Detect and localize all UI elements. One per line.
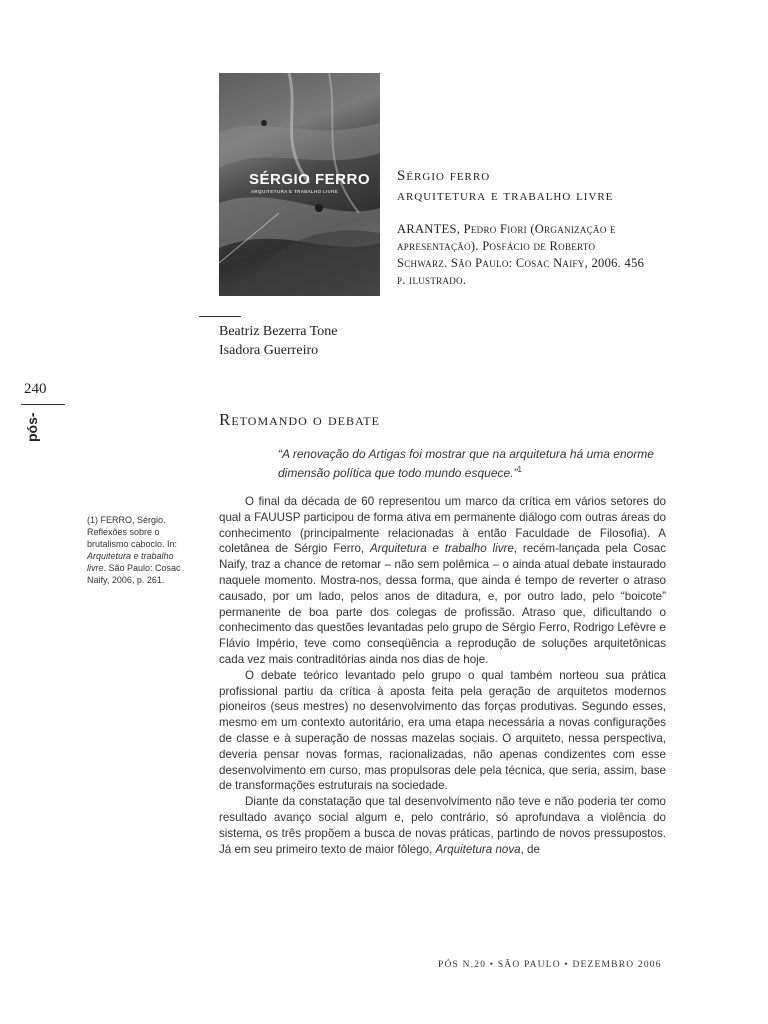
paragraph-text: Diante da constatação que tal desenvolvimento não teve e não poderia ter como resultado avanço social algum e, pelo contrário, só aprofundava a violência do sistema, os três propõem a busca de novas práticas, partindo de novos pressupostos. Já em seu primeiro texto de maior fôlego, bbox=[219, 795, 666, 856]
epigraph-text: “A renovação do Artigas foi mostrar que na arquitetura há uma enorme dimensão política que todo mundo esquece.” bbox=[278, 447, 654, 480]
author-list bbox=[219, 322, 337, 360]
footnote-ref: 1 bbox=[517, 465, 522, 474]
paragraph-text: O final da década de 60 representou um marco da crítica em vários setores do qual a FAUUSP participou de forma ativa em permanente diálogo com outras áreas do conhecimento (principalmente relacionadas à então Faculdade de Filosofia). A coletânea de Sérgio Ferro, bbox=[219, 495, 666, 556]
footnote-suffix: . São Paulo: Cosac Naify, 2006, p. 261. bbox=[87, 563, 181, 585]
article-body bbox=[219, 494, 666, 857]
paragraph-text: , de bbox=[520, 842, 540, 856]
paragraph: O debate teórico levantado pelo grupo o qual também norteou sua prática profissional partiu da crítica à aposta feita pela geração de arquitetos modernos pioneiros (seus mestres) no desenvolvimento das forças produtivas. Segundo esses, mesmo em um contexto autoritário, era uma etapa necessária a novas configurações de classe e à superação de nossas mazelas sociais. O arquiteto, nessa perspectiva, deveria pensar novas formas, racionalizadas, não apenas condizentes com esse desenvolvimento em curso, mas propulsoras dele pela técnica, que seria, assim, base de transformações estruturais na sociedade. bbox=[219, 668, 666, 793]
running-footer: PÓS N.20 • SÃO PAULO • DEZEMBRO 2006 bbox=[438, 960, 662, 970]
bibliographic-reference: ARANTES, Pedro Fiori (Organização e apresentação). Posfácio de Roberto Schwarz. São Paulo: Cosac Naify, 2006. 456 p. ilustrado. bbox=[397, 222, 645, 287]
book-title bbox=[397, 166, 697, 206]
paragraph-text: , recém-lançada pela Cosac Naify, traz a chance de retomar – não sem polêmica – o ainda atual debate instaurado naquele momento. Mostra-nos, dessa forma, que ainda é tempo de reverter o atraso causado, por um lado, pelos anos de ditadura, e, por outro lado, pelo “boicote” permanente de boa parte dos colegas de profissão. Atraso que, dificultando o conhecimento das questões levantadas pelo grupo de Sérgio Ferro, Rodrigo Lefèvre e Flávio Império, teve como conseqüência a reprodução de soluções arquitetônicas cada vez mais contraditórias ainda nos dias de hoje. bbox=[219, 542, 666, 666]
footnote-work-title: Arquitetura e trabalho livre bbox=[87, 551, 174, 573]
paragraph bbox=[219, 794, 666, 857]
page-number: 240 bbox=[24, 381, 47, 397]
footnote-prefix: (1) FERRO, Sérgio. Reflexões sobre o brutalismo caboclo. In: bbox=[87, 515, 178, 549]
work-title: Arquitetura nova bbox=[435, 842, 521, 856]
cover-title: SÉRGIO FERRO bbox=[249, 171, 371, 188]
paragraph bbox=[219, 494, 666, 668]
author-divider bbox=[199, 316, 241, 317]
footnote bbox=[87, 514, 193, 586]
section-heading: Retomando o debate bbox=[219, 410, 380, 429]
margin-divider bbox=[21, 404, 65, 405]
cover-subtitle: ARQUITETURA E TRABALHO LIVRE bbox=[251, 189, 339, 194]
book-cover-image bbox=[219, 73, 380, 296]
author-name: Beatriz Bezerra Tone bbox=[219, 324, 338, 339]
epigraph bbox=[278, 446, 663, 481]
book-title-line-2: arquitetura e trabalho livre bbox=[397, 188, 614, 204]
work-title: Arquitetura e trabalho livre bbox=[369, 542, 514, 556]
journal-mark: pós- bbox=[24, 412, 40, 442]
book-title-line-1: Sérgio ferro bbox=[397, 168, 491, 184]
author-name: Isadora Guerreiro bbox=[219, 343, 319, 358]
